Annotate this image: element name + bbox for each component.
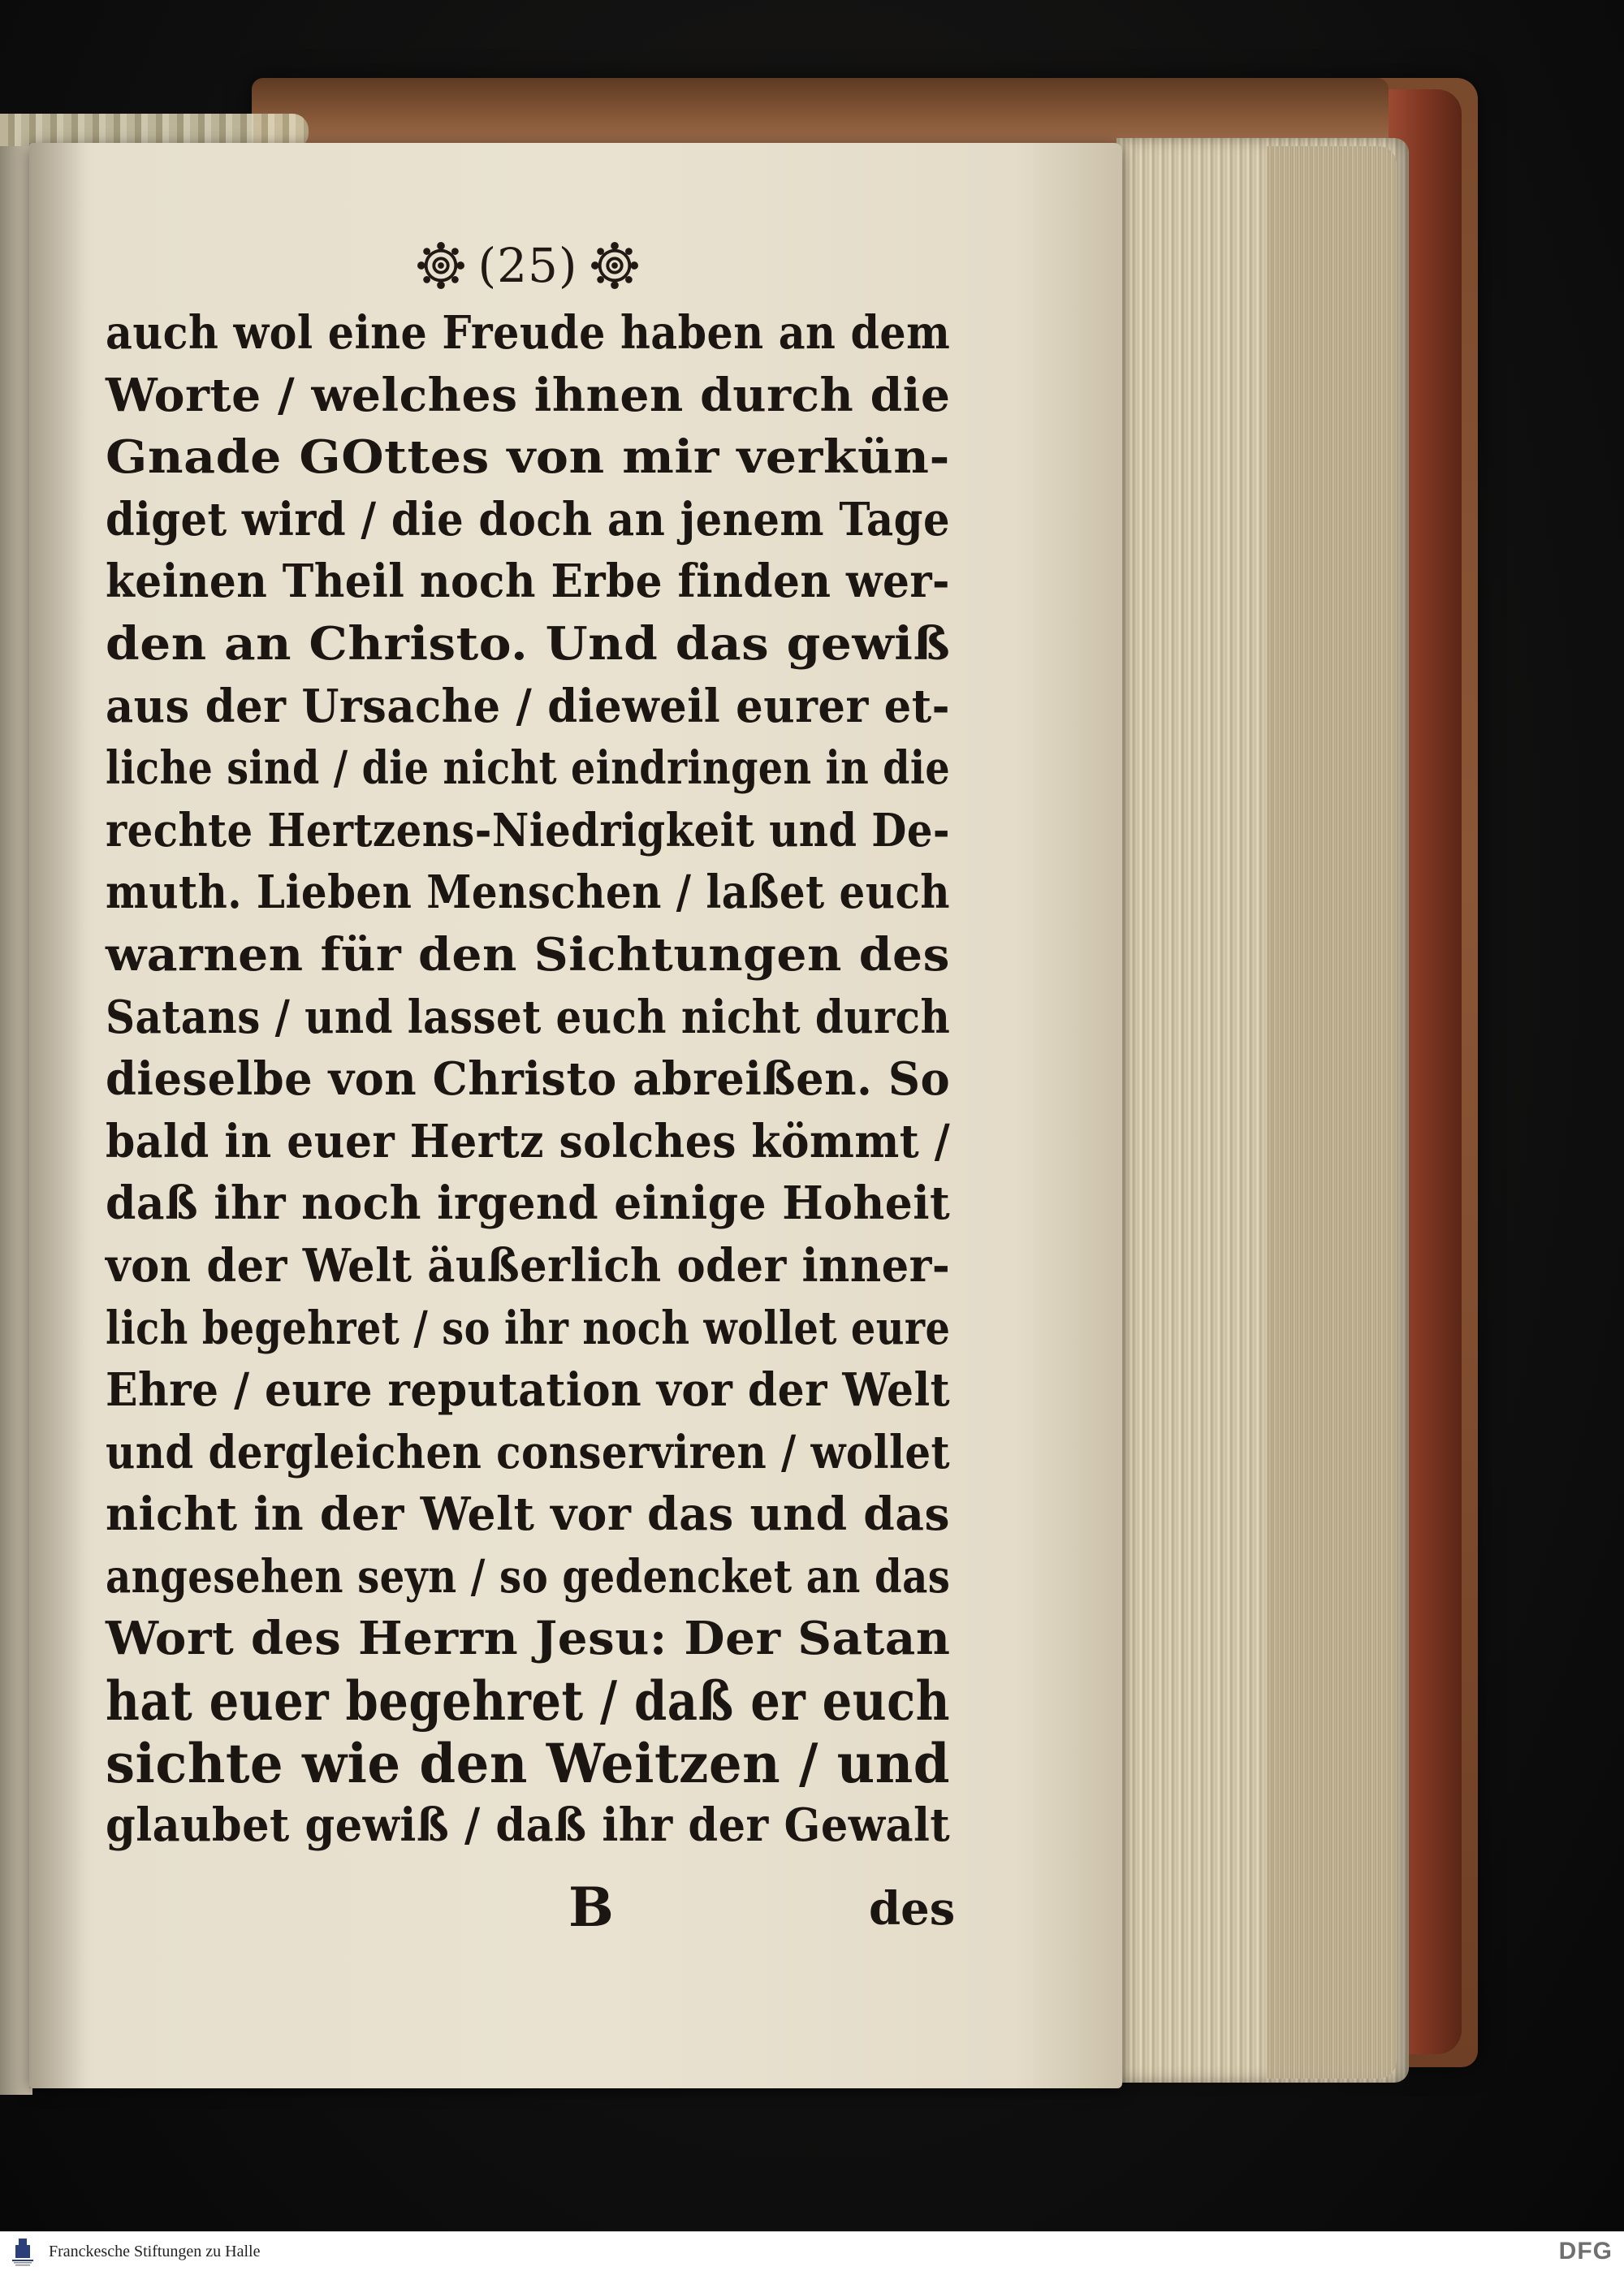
text-line: sichte wie den Weitzen / und (106, 1731, 950, 1795)
text-line: diget wird / die doch an jenem Tage (106, 492, 950, 546)
page-header (390, 229, 666, 302)
text-line: aus der Ursache / dieweil eurer et- (106, 679, 950, 733)
text-line: Worte / welches ihnen durch die (106, 368, 951, 422)
facing-page-edge (0, 146, 32, 2095)
text-line: daß ihr noch irgend einige Hoheit (106, 1177, 951, 1231)
text-line: und dergleichen conserviren / wollet (106, 1425, 950, 1479)
text-line: liche sind / die nicht eindringen in die (106, 741, 951, 796)
flower-ornament-icon (417, 242, 464, 289)
text-line: warnen für den Sichtungen des (106, 927, 950, 982)
text-line: lich begehret / so ihr noch wollet eure (106, 1301, 951, 1355)
text-line: Ehre / eure reputation vor der Welt (106, 1363, 951, 1418)
text-line: dieselbe von Christo abreißen. So (106, 1052, 951, 1107)
signature-mark: B (568, 1876, 614, 1939)
page-number: (25) (477, 238, 578, 293)
text-line: muth. Lieben Menschen / laßet euch (106, 866, 950, 920)
footer-bar (0, 2231, 1624, 2271)
flower-ornament-icon (591, 242, 638, 289)
dfg-logo: DFG (1558, 2238, 1613, 2265)
text-line: den an Christo. Und das gewiß (106, 616, 951, 671)
text-line: hat euer begehret / daß er euch (106, 1669, 950, 1733)
page-body-text (106, 302, 950, 1857)
text-line: Wort des Herrn Jesu: Der Satan (106, 1612, 951, 1666)
text-line: auch wol eine Freude haben an dem (106, 306, 951, 360)
text-line: rechte Hertzens-Niedrigkeit und De- (106, 803, 951, 857)
page-block-edges-outer (1267, 146, 1397, 2079)
text-line: keinen Theil noch Erbe finden wer- (106, 555, 950, 609)
text-line: Gnade GOttes von mir verkün- (106, 430, 950, 485)
institution-credit (0, 2235, 260, 2268)
institution-name: Franckesche Stiftungen zu Halle (49, 2242, 261, 2260)
text-line: angesehen seyn / so gedencket an das (106, 1549, 951, 1604)
text-line: bald in euer Hertz solches kömmt / (106, 1114, 951, 1168)
francke-foundations-logo-icon (5, 2235, 41, 2268)
text-line: nicht in der Welt vor das und das (106, 1487, 950, 1542)
text-line: von der Welt äußerlich oder inner- (106, 1238, 951, 1293)
catchword: des (869, 1882, 956, 1936)
gutter-shadow (29, 143, 86, 2088)
text-line: Satans / und lasset euch nicht durch (106, 990, 951, 1044)
text-line: glaubet gewiß / daß ihr der Gewalt (106, 1798, 951, 1853)
